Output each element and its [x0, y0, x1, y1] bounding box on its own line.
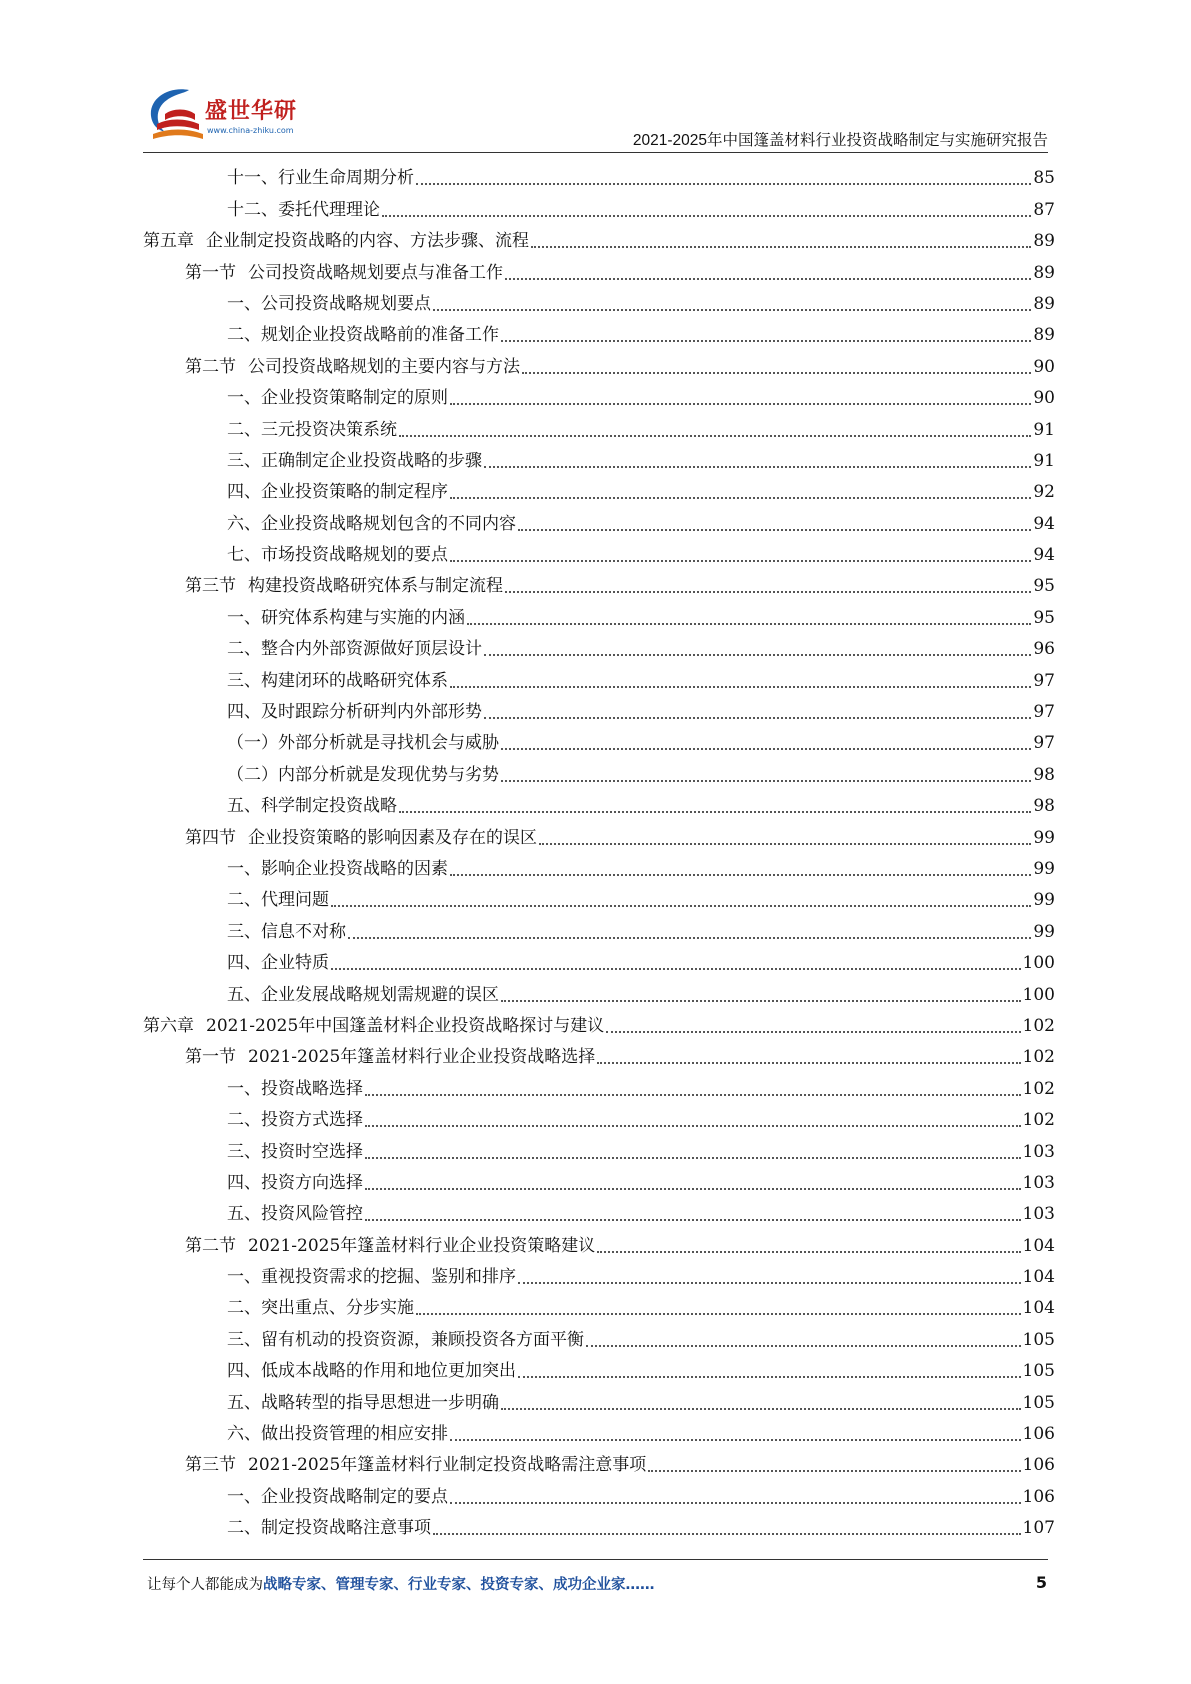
- toc-leader-dots: [597, 1251, 1020, 1253]
- page-number: 5: [1035, 1573, 1047, 1592]
- toc-entry-text: 七、市场投资战略规划的要点: [227, 545, 448, 566]
- toc-entry[interactable]: [143, 1447, 1055, 1478]
- toc-entry-text: 构建投资战略研究体系与制定流程: [248, 576, 503, 597]
- toc-page-number: 94: [1033, 545, 1055, 566]
- toc-page-number: 92: [1033, 482, 1055, 503]
- toc-leader-dots: [501, 1408, 1021, 1410]
- toc-entry[interactable]: [143, 851, 1055, 882]
- toc-entry-title: [227, 764, 499, 788]
- toc-entry[interactable]: [143, 160, 1055, 191]
- toc-entry[interactable]: [143, 599, 1055, 630]
- toc-leader-dots: [416, 1313, 1021, 1315]
- report-title: 2021-2025年中国篷盖材料行业投资战略制定与实施研究报告: [632, 132, 1048, 149]
- toc-entry-text: 一、投资战略选择: [227, 1078, 363, 1099]
- toc-entry-text: 一、研究体系构建与实施的内涵: [227, 607, 465, 628]
- toc-entry[interactable]: [143, 1259, 1055, 1290]
- footer-slogan-prefix: 让每个人都能成为: [147, 1577, 263, 1593]
- toc-page-number: 99: [1033, 921, 1055, 942]
- toc-page-number: 87: [1033, 199, 1055, 220]
- toc-entry[interactable]: [143, 1478, 1055, 1509]
- toc-entry-title: [227, 387, 448, 411]
- toc-leader-dots: [450, 874, 1031, 876]
- toc-entry[interactable]: [143, 317, 1055, 348]
- toc-leader-dots: [450, 560, 1031, 562]
- toc-entry-title: [227, 1423, 448, 1447]
- toc-entry-text: 一、重视投资需求的挖掘、鉴别和排序: [227, 1267, 516, 1288]
- toc-page-number: 91: [1033, 450, 1055, 471]
- toc-entry-text: 六、做出投资管理的相应安排: [227, 1424, 448, 1445]
- toc-entry-text: 十二、委托代理理论: [227, 199, 380, 220]
- table-of-contents: [143, 160, 1055, 1541]
- toc-entry-text: 二、制定投资战略注意事项: [227, 1518, 431, 1539]
- toc-leader-dots: [450, 1439, 1021, 1441]
- toc-entry-title: [227, 167, 414, 191]
- toc-leader-dots: [331, 968, 1021, 970]
- toc-page-number: 89: [1033, 262, 1055, 283]
- toc-entry-text: 三、信息不对称: [227, 921, 346, 942]
- toc-entry[interactable]: [143, 568, 1055, 599]
- toc-leader-dots: [484, 654, 1031, 656]
- toc-entry-label: 第四节: [185, 827, 236, 848]
- toc-leader-dots: [597, 1062, 1020, 1064]
- toc-page-number: 90: [1033, 388, 1055, 409]
- toc-entry-title: [227, 732, 499, 756]
- toc-leader-dots: [522, 372, 1031, 374]
- toc-entry-title: [227, 1517, 431, 1541]
- toc-entry-text: 五、战略转型的指导思想进一步明确: [227, 1392, 499, 1413]
- toc-entry-text: 二、三元投资决策系统: [227, 419, 397, 440]
- toc-entry-title: [227, 670, 448, 694]
- toc-entry[interactable]: [143, 1510, 1055, 1541]
- toc-entry-title: [185, 827, 537, 851]
- logo-website: www.china-zhiku.com: [207, 126, 294, 135]
- toc-leader-dots: [501, 340, 1031, 342]
- toc-page-number: 102: [1022, 1015, 1055, 1036]
- toc-entry-text: 二、整合内外部资源做好顶层设计: [227, 639, 482, 660]
- toc-page-number: 97: [1033, 702, 1055, 723]
- toc-entry-text: 三、构建闭环的战略研究体系: [227, 670, 448, 691]
- toc-entry-text: 2021-2025年篷盖材料行业制定投资战略需注意事项: [248, 1455, 647, 1476]
- toc-entry-title: [227, 1266, 516, 1290]
- toc-entry-title: [227, 419, 397, 443]
- toc-leader-dots: [518, 1376, 1021, 1378]
- toc-entry-text: 三、投资时空选择: [227, 1141, 363, 1162]
- toc-entry-title: [227, 324, 499, 348]
- toc-entry-text: 二、投资方式选择: [227, 1110, 363, 1131]
- toc-entry[interactable]: [143, 1227, 1055, 1258]
- toc-entry[interactable]: [143, 1133, 1055, 1164]
- toc-entry-text: 三、正确制定企业投资战略的步骤: [227, 450, 482, 471]
- toc-page-number: 98: [1033, 764, 1055, 785]
- toc-entry-title: [227, 1329, 584, 1353]
- toc-entry-title: [185, 1454, 646, 1478]
- toc-entry[interactable]: [143, 254, 1055, 285]
- toc-page-number: 105: [1022, 1392, 1055, 1413]
- toc-entry-text: 四、投资方向选择: [227, 1172, 363, 1193]
- toc-page-number: 97: [1033, 733, 1055, 754]
- toc-leader-dots: [586, 1345, 1021, 1347]
- toc-entry[interactable]: [143, 223, 1055, 254]
- toc-entry[interactable]: [143, 1165, 1055, 1196]
- toc-entry-title: [227, 952, 329, 976]
- toc-leader-dots: [433, 1533, 1021, 1535]
- toc-entry-title: [227, 1486, 448, 1510]
- toc-entry-title: [227, 1392, 499, 1416]
- page-footer: [147, 1573, 1047, 1599]
- toc-leader-dots: [484, 717, 1031, 719]
- toc-entry[interactable]: [143, 1384, 1055, 1415]
- toc-entry[interactable]: [143, 380, 1055, 411]
- toc-entry-title: [143, 1015, 604, 1039]
- toc-entry[interactable]: [143, 725, 1055, 756]
- toc-page-number: 104: [1022, 1298, 1055, 1319]
- toc-page-number: 89: [1033, 325, 1055, 346]
- toc-leader-dots: [433, 309, 1031, 311]
- toc-entry-label: 第一节: [185, 262, 236, 283]
- toc-entry-text: 二、突出重点、分步实施: [227, 1298, 414, 1319]
- toc-page-number: 103: [1022, 1204, 1055, 1225]
- toc-entry-title: [227, 984, 499, 1008]
- toc-entry-text: 十一、行业生命周期分析: [227, 168, 414, 189]
- toc-entry-title: [227, 638, 482, 662]
- toc-entry[interactable]: [143, 945, 1055, 976]
- toc-page-number: 89: [1033, 293, 1055, 314]
- toc-entry[interactable]: [143, 1353, 1055, 1384]
- toc-entry-title: [185, 1235, 595, 1259]
- toc-entry[interactable]: [143, 1290, 1055, 1321]
- toc-entry[interactable]: [143, 348, 1055, 379]
- toc-entry-text: （一）外部分析就是寻找机会与威胁: [227, 733, 499, 754]
- toc-page-number: 89: [1033, 231, 1055, 252]
- toc-page-number: 102: [1022, 1110, 1055, 1131]
- toc-entry-title: [227, 607, 465, 631]
- toc-page-number: 95: [1033, 607, 1055, 628]
- toc-page-number: 103: [1022, 1172, 1055, 1193]
- toc-leader-dots: [484, 466, 1031, 468]
- toc-entry-text: 公司投资战略规划要点与准备工作: [248, 262, 503, 283]
- page-header: [143, 82, 1048, 152]
- toc-entry[interactable]: [143, 1039, 1055, 1070]
- logo-company-name: 盛世华研: [205, 99, 298, 124]
- toc-leader-dots: [450, 1502, 1021, 1504]
- toc-entry-label: 第三节: [185, 1455, 236, 1476]
- toc-leader-dots: [382, 215, 1031, 217]
- toc-entry-title: [227, 481, 448, 505]
- toc-leader-dots: [518, 529, 1031, 531]
- toc-entry[interactable]: [143, 631, 1055, 662]
- toc-leader-dots: [450, 497, 1031, 499]
- toc-entry-title: [185, 356, 520, 380]
- toc-entry-title: [185, 1046, 595, 1070]
- toc-page-number: 99: [1033, 858, 1055, 879]
- toc-page-number: 96: [1033, 639, 1055, 660]
- toc-entry-title: [227, 513, 516, 537]
- toc-leader-dots: [365, 1219, 1021, 1221]
- toc-entry[interactable]: [143, 443, 1055, 474]
- toc-entry-title: [185, 262, 503, 286]
- toc-entry-label: 第二节: [185, 1235, 236, 1256]
- toc-entry[interactable]: [143, 286, 1055, 317]
- toc-page-number: 104: [1022, 1235, 1055, 1256]
- toc-entry-title: [227, 889, 329, 913]
- toc-page-number: 102: [1022, 1078, 1055, 1099]
- toc-page-number: 103: [1022, 1141, 1055, 1162]
- toc-page-number: 97: [1033, 670, 1055, 691]
- toc-entry-label: 第五章: [143, 231, 194, 252]
- toc-leader-dots: [331, 905, 1031, 907]
- toc-leader-dots: [348, 937, 1031, 939]
- toc-entry[interactable]: [143, 662, 1055, 693]
- toc-page-number: 95: [1033, 576, 1055, 597]
- toc-entry-text: 2021-2025年篷盖材料行业企业投资战略选择: [248, 1047, 596, 1068]
- toc-leader-dots: [399, 435, 1031, 437]
- toc-page-number: 104: [1022, 1267, 1055, 1288]
- toc-entry-title: [227, 1172, 363, 1196]
- toc-leader-dots: [505, 278, 1031, 280]
- toc-entry[interactable]: [143, 882, 1055, 913]
- toc-page-number: 105: [1022, 1329, 1055, 1350]
- toc-entry[interactable]: [143, 1070, 1055, 1101]
- toc-entry-text: 四、低成本战略的作用和地位更加突出: [227, 1361, 516, 1382]
- toc-page-number: 107: [1022, 1518, 1055, 1539]
- toc-leader-dots: [501, 748, 1031, 750]
- toc-entry-text: 企业投资策略的影响因素及存在的误区: [248, 827, 537, 848]
- toc-entry-label: 第六章: [143, 1015, 194, 1036]
- toc-page-number: 91: [1033, 419, 1055, 440]
- toc-page-number: 98: [1033, 796, 1055, 817]
- footer-slogan-emphasis: 战略专家、管理专家、行业专家、投资专家、成功企业家……: [263, 1577, 655, 1593]
- toc-leader-dots: [467, 623, 1031, 625]
- toc-entry[interactable]: [143, 788, 1055, 819]
- toc-page-number: 105: [1022, 1361, 1055, 1382]
- toc-leader-dots: [365, 1188, 1021, 1190]
- toc-page-number: 106: [1022, 1486, 1055, 1507]
- toc-entry-title: [227, 858, 448, 882]
- toc-entry-title: [227, 1203, 363, 1227]
- toc-entry-text: 四、企业投资策略的制定程序: [227, 482, 448, 503]
- toc-leader-dots: [365, 1094, 1021, 1096]
- logo-emblem-icon: [143, 84, 207, 144]
- toc-entry-text: 一、企业投资战略制定的要点: [227, 1486, 448, 1507]
- toc-entry-text: 六、企业投资战略规划包含的不同内容: [227, 513, 516, 534]
- toc-page-number: 99: [1033, 890, 1055, 911]
- toc-entry-text: 二、规划企业投资战略前的准备工作: [227, 325, 499, 346]
- toc-leader-dots: [399, 811, 1031, 813]
- toc-entry-text: 一、影响企业投资战略的因素: [227, 858, 448, 879]
- toc-entry-title: [227, 199, 380, 223]
- footer-divider: [143, 1559, 1048, 1560]
- toc-leader-dots: [365, 1157, 1021, 1159]
- toc-entry-title: [227, 921, 346, 945]
- toc-entry-label: 第一节: [185, 1047, 236, 1068]
- toc-entry-text: 五、投资风险管控: [227, 1204, 363, 1225]
- toc-entry[interactable]: [143, 913, 1055, 944]
- toc-entry[interactable]: [143, 694, 1055, 725]
- toc-entry-text: 企业制定投资战略的内容、方法步骤、流程: [206, 231, 529, 252]
- toc-entry-title: [227, 544, 448, 568]
- toc-leader-dots: [450, 686, 1031, 688]
- toc-entry-label: 第三节: [185, 576, 236, 597]
- toc-leader-dots: [539, 843, 1031, 845]
- toc-entry-text: 2021-2025年中国篷盖材料企业投资战略探讨与建议: [206, 1015, 605, 1036]
- toc-page-number: 106: [1022, 1424, 1055, 1445]
- toc-entry-title: [227, 1141, 363, 1165]
- toc-entry-text: 公司投资战略规划的主要内容与方法: [248, 356, 520, 377]
- toc-leader-dots: [531, 246, 1031, 248]
- toc-entry-title: [227, 293, 431, 317]
- toc-leader-dots: [365, 1125, 1021, 1127]
- toc-entry-title: [227, 701, 482, 725]
- toc-page-number: 94: [1033, 513, 1055, 534]
- toc-entry-title: [227, 795, 397, 819]
- toc-leader-dots: [606, 1031, 1020, 1033]
- toc-page-number: 90: [1033, 356, 1055, 377]
- toc-entry-text: 一、公司投资战略规划要点: [227, 293, 431, 314]
- toc-entry-text: 五、科学制定投资战略: [227, 796, 397, 817]
- toc-leader-dots: [518, 1282, 1021, 1284]
- toc-entry-text: 三、留有机动的投资资源，兼顾投资各方面平衡: [227, 1329, 584, 1350]
- toc-entry[interactable]: [143, 976, 1055, 1007]
- toc-entry[interactable]: [143, 191, 1055, 222]
- toc-entry-text: （二）内部分析就是发现优势与劣势: [227, 764, 499, 785]
- toc-leader-dots: [505, 591, 1031, 593]
- toc-entry-title: [227, 1078, 363, 1102]
- toc-leader-dots: [501, 780, 1031, 782]
- toc-entry[interactable]: [143, 1416, 1055, 1447]
- toc-entry[interactable]: [143, 756, 1055, 787]
- toc-entry[interactable]: [143, 411, 1055, 442]
- toc-entry[interactable]: [143, 474, 1055, 505]
- toc-entry[interactable]: [143, 1008, 1055, 1039]
- toc-entry[interactable]: [143, 505, 1055, 536]
- toc-entry-title: [227, 1297, 414, 1321]
- toc-entry-text: 四、及时跟踪分析研判内外部形势: [227, 702, 482, 723]
- toc-entry-title: [185, 575, 503, 599]
- toc-entry-text: 一、企业投资策略制定的原则: [227, 388, 448, 409]
- toc-entry[interactable]: [143, 537, 1055, 568]
- company-logo: [143, 84, 333, 144]
- toc-entry[interactable]: [143, 1196, 1055, 1227]
- toc-entry[interactable]: [143, 1321, 1055, 1352]
- toc-leader-dots: [648, 1470, 1020, 1472]
- toc-leader-dots: [450, 403, 1031, 405]
- toc-entry-title: [227, 1360, 516, 1384]
- toc-page-number: 99: [1033, 827, 1055, 848]
- toc-leader-dots: [501, 1000, 1021, 1002]
- toc-entry-text: 2021-2025年篷盖材料行业企业投资策略建议: [248, 1235, 596, 1256]
- toc-page-number: 100: [1022, 953, 1055, 974]
- toc-entry-title: [227, 1109, 363, 1133]
- toc-entry[interactable]: [143, 819, 1055, 850]
- toc-entry-text: 四、企业特质: [227, 953, 329, 974]
- toc-entry-text: 二、代理问题: [227, 890, 329, 911]
- toc-entry-label: 第二节: [185, 356, 236, 377]
- toc-page-number: 85: [1033, 168, 1055, 189]
- toc-entry-title: [143, 230, 529, 254]
- toc-page-number: 100: [1022, 984, 1055, 1005]
- toc-page-number: 106: [1022, 1455, 1055, 1476]
- toc-page-number: 102: [1022, 1047, 1055, 1068]
- toc-leader-dots: [416, 183, 1031, 185]
- toc-entry-text: 五、企业发展战略规划需规避的误区: [227, 984, 499, 1005]
- toc-entry[interactable]: [143, 1102, 1055, 1133]
- header-divider: [143, 152, 1048, 153]
- toc-entry-title: [227, 450, 482, 474]
